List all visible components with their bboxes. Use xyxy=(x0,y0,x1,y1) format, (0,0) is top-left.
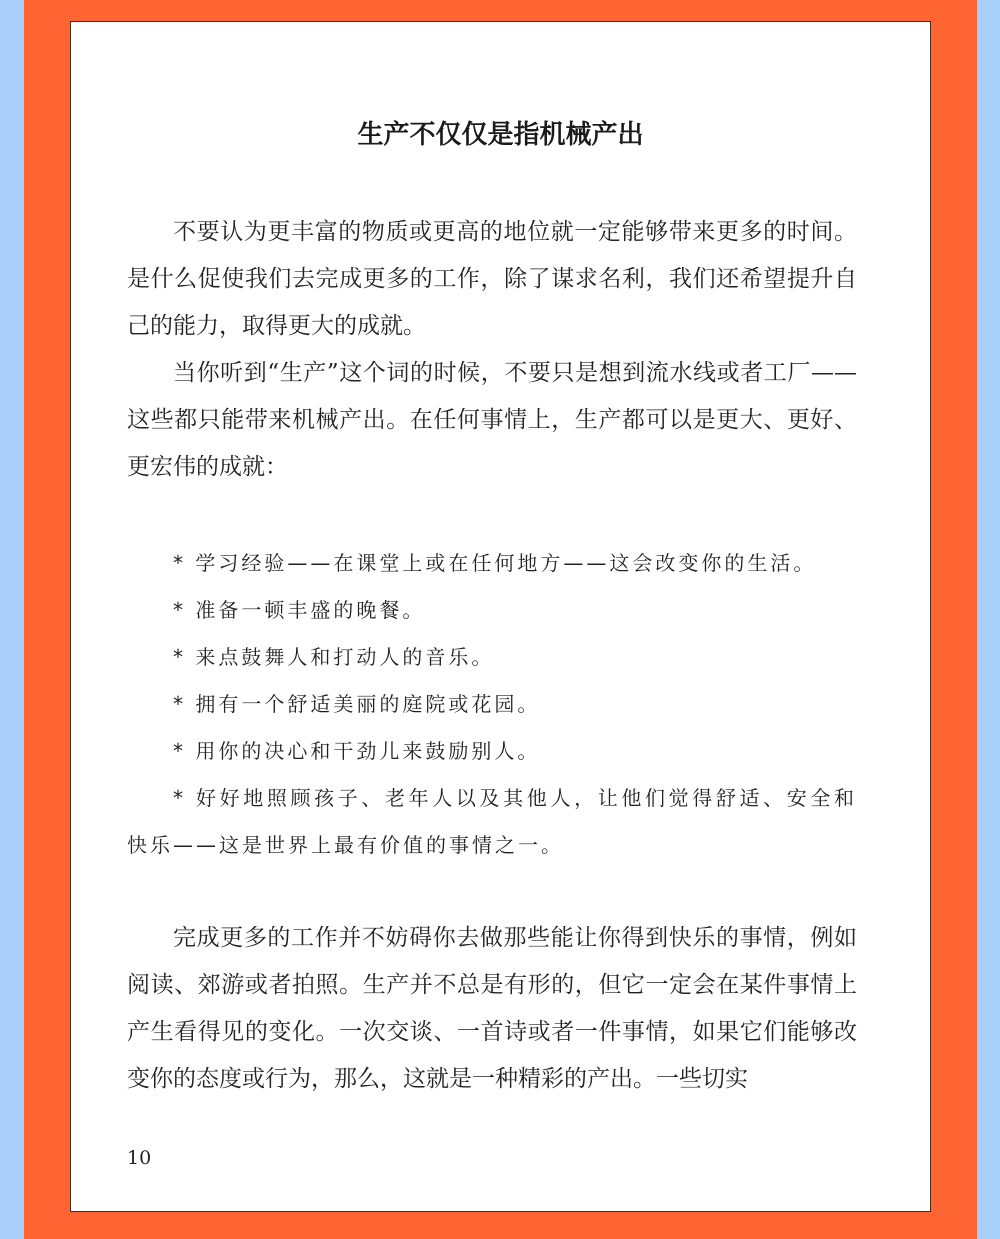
list-item: * 来点鼓舞人和打动人的音乐。 xyxy=(173,645,495,669)
paragraph: 不要认为更丰富的物质或更高的地位就一定能够带来更多的时间。是什么促使我们去完成更多的工作，除了谋求名利，我们还希望提升自己的能力，取得更大的成就。 xyxy=(127,219,857,339)
list-item: * 好好地照顾孩子、老年人以及其他人，让他们觉得舒适、安全和快乐——这是世界上最有价值的事情之一。 xyxy=(127,786,857,857)
list-item: * 拥有一个舒适美丽的庭院或花园。 xyxy=(173,692,541,716)
paragraph: 完成更多的工作并不妨碍你去做那些能让你得到快乐的事情，例如阅读、郊游或者拍照。生产并不总是有形的，但它一定会在某件事情上产生看得见的变化。一次交谈、一首诗或者一件事情，如果它们能够改变你的态度或行为，那么，这就是一种精彩的产出。一些切实 xyxy=(127,925,857,1092)
list-item: * 用你的决心和干劲儿来鼓励别人。 xyxy=(173,739,541,763)
intro-section xyxy=(127,209,857,491)
page-number: 10 xyxy=(127,1147,152,1169)
list-item: * 学习经验——在课堂上或在任何地方——这会改变你的生活。 xyxy=(173,551,817,575)
paragraph: 当你听到“生产”这个词的时候，不要只是想到流水线或者工厂——这些都只能带来机械产出。在任何事情上，生产都可以是更大、更好、更宏伟的成就： xyxy=(127,360,857,480)
page-title: 生产不仅仅是指机械产出 xyxy=(357,120,644,150)
book-page xyxy=(70,21,931,1212)
bullet-list xyxy=(127,540,857,869)
list-item: * 准备一顿丰盛的晚餐。 xyxy=(173,598,426,622)
closing-section xyxy=(127,915,857,1103)
